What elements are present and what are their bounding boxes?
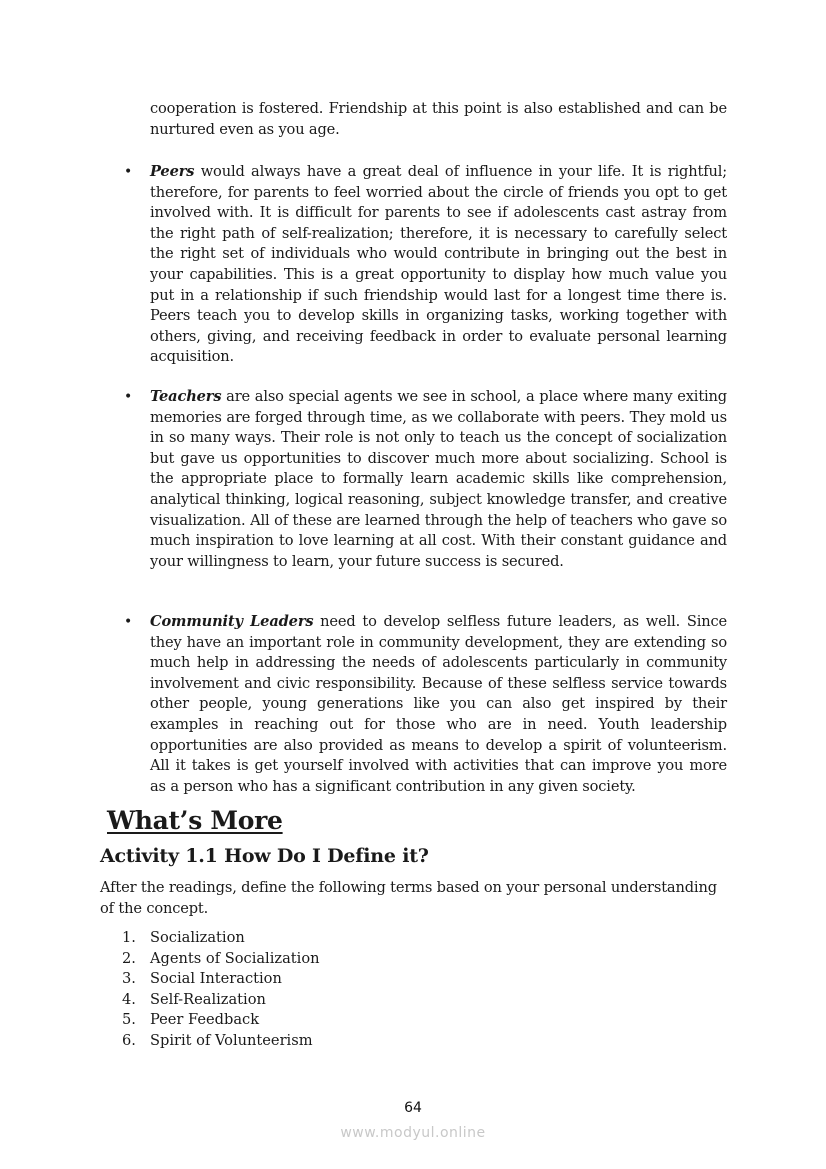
terms-list bbox=[122, 928, 320, 1052]
section-heading: What’s More bbox=[107, 806, 283, 835]
agent-description: would always have a great deal of influence in your life. It is rightful; therefore, for parents to feel worried about the circle of friends you opt to get involved with. It is difficult for parents to see if adolescents cast astray from the right path of self-realization; therefore, it is necessary to carefully select the right set of individuals who would contribute in bringing out the best in your capabilities. This is a great opportunity to display how much value you put in a relationship if such friendship would last for a longest time there is. Peers teach you to develop skills in organizing tasks, working together with others, giving, and receiving feedback in order to evaluate personal learning acquisition. bbox=[150, 163, 727, 366]
term-label: Spirit of Volunteerism bbox=[150, 1031, 313, 1049]
page-number: 64 bbox=[404, 1100, 422, 1116]
bullet-icon: • bbox=[124, 614, 133, 630]
agent-item-teachers bbox=[124, 387, 727, 572]
list-item bbox=[122, 949, 320, 970]
bullet-icon: • bbox=[124, 389, 133, 405]
list-item bbox=[122, 969, 320, 990]
list-item bbox=[122, 990, 320, 1011]
activity-title: Activity 1.1 How Do I Define it? bbox=[100, 845, 429, 867]
list-number: 1. bbox=[122, 929, 136, 946]
term-label: Socialization bbox=[150, 929, 245, 946]
watermark: www.modyul.online bbox=[340, 1125, 486, 1141]
list-number: 5. bbox=[122, 1011, 136, 1029]
agent-term: Community Leaders bbox=[150, 613, 314, 630]
list-number: 3. bbox=[122, 970, 136, 988]
agent-term: Peers bbox=[150, 163, 195, 180]
bullet-icon: • bbox=[124, 164, 133, 180]
term-label: Self-Realization bbox=[150, 990, 266, 1008]
list-number: 4. bbox=[122, 990, 136, 1008]
list-number: 6. bbox=[122, 1031, 136, 1049]
term-label: Peer Feedback bbox=[150, 1011, 260, 1029]
continuation-paragraph: cooperation is fostered. Friendship at this point is also established and can be nurtured even as you age. bbox=[150, 100, 727, 138]
activity-instructions: After the readings, define the following terms based on your personal understanding of the concept. bbox=[100, 879, 717, 917]
agent-item-peers bbox=[124, 162, 727, 368]
list-item bbox=[122, 1031, 320, 1052]
list-item bbox=[122, 928, 320, 949]
term-label: Social Interaction bbox=[150, 970, 282, 988]
agent-term: Teachers bbox=[150, 388, 222, 405]
term-label: Agents of Socialization bbox=[150, 949, 320, 967]
list-number: 2. bbox=[122, 949, 136, 967]
agent-item-community-leaders bbox=[124, 612, 727, 797]
list-item bbox=[122, 1010, 320, 1031]
agent-description: need to develop selfless future leaders, as well. Since they have an important role in community development, they are extending so much help in addressing the needs of adolescents particularly in community involvement and civic responsibility. Because of these selfless service towards other people, young generations like you can also get inspired by their examples in reaching out for those who are in need. Youth leadership opportunities are also provided as means to develop a spirit of volunteerism. All it takes is get yourself involved with activities that can improve you more as a person who has a significant contribution in any given society. bbox=[150, 613, 727, 795]
agent-description: are also special agents we see in school, a place where many exiting memories are forged through time, as we collaborate with peers. They mold us in so many ways. Their role is not only to teach us the concept of socialization but gave us opportunities to discover much more about socializing. School is the appropriate place to formally learn academic skills like comprehension, analytical thinking, logical reasoning, subject knowledge transfer, and creative visualization. All of these are learned through the help of teachers who gave so much inspiration to love learning at all cost. With their constant guidance and your willingness to learn, your future success is secured. bbox=[150, 388, 727, 570]
